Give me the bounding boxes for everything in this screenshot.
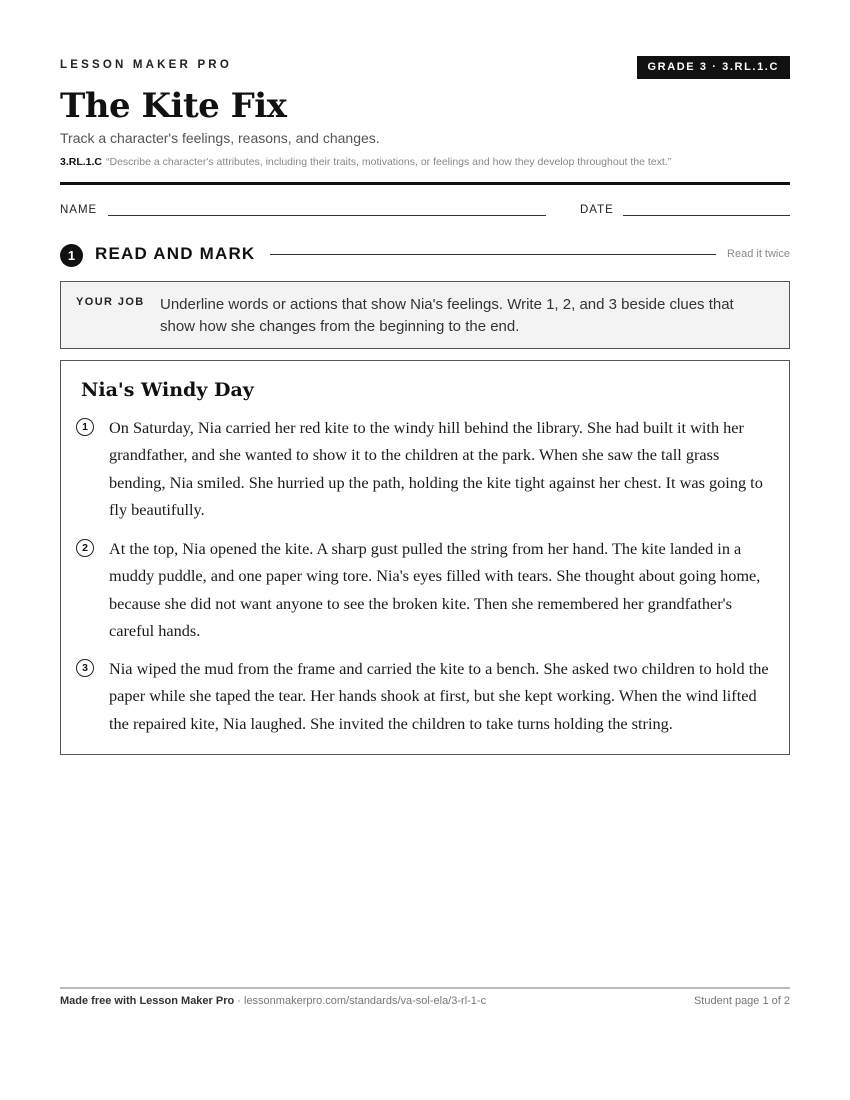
section-number-badge: 1 (60, 244, 83, 267)
footer-credit (60, 995, 486, 1007)
header-divider (60, 182, 790, 185)
section-note: Read it twice (727, 248, 790, 260)
reading-passage (60, 360, 790, 755)
footer-divider (60, 987, 790, 989)
footer-url[interactable]: · lessonmakerpro.com/standards/va-sol-ela/3-rl-1-c (234, 995, 487, 1007)
footer-brand: Made free with Lesson Maker Pro (60, 995, 235, 1007)
page-subtitle: Track a character's feelings, reasons, and changes. (60, 130, 380, 146)
section-divider (270, 254, 716, 255)
your-job-label: YOUR JOB (76, 296, 145, 308)
brand-name: LESSON MAKER PRO (60, 59, 232, 71)
name-field[interactable] (108, 215, 546, 216)
date-field[interactable] (623, 215, 790, 216)
grade-badge: GRADE 3 · 3.RL.1.C (637, 56, 791, 79)
name-label: NAME (60, 204, 98, 216)
paragraph-text: On Saturday, Nia carried her red kite to the windy hill behind the library. She had built it with her grandfather, and she wanted to show it to the children at the park. When she saw the tall grass bending, Nia smiled. She hurried up the path, holding the kite tight against her chest. It was going to fly beautifully. (109, 418, 763, 520)
standard-text: “Describe a character's attributes, including their traits, motivations, or feelings and how they develop throughout the text.” (106, 156, 672, 168)
name-date-row (60, 204, 790, 220)
passage-title: Nia's Windy Day (81, 379, 254, 401)
standard-code: 3.RL.1.C (60, 156, 103, 168)
standard-line (60, 156, 671, 168)
page-title: The Kite Fix (60, 86, 287, 126)
paragraph-number-badge: 3 (76, 659, 94, 677)
section-title: READ AND MARK (95, 244, 256, 263)
date-label: DATE (580, 204, 614, 216)
paragraph-text: Nia wiped the mud from the frame and carried the kite to a bench. She asked two children to hold the paper while she taped the tear. Her hands shook at first, but she kept working. When the wind lifted the repaired kite, Nia laughed. She invited the children to take turns holding the string. (109, 659, 769, 733)
paragraph-number-badge: 1 (76, 418, 94, 436)
worksheet-page (60, 0, 790, 1100)
your-job-instructions: Underline words or actions that show Nia's feelings. Write 1, 2, and 3 beside clues that show how she changes from the beginning to the end. (160, 296, 734, 335)
section-header (60, 242, 790, 268)
paragraph-text: At the top, Nia opened the kite. A sharp gust pulled the string from her hand. The kite landed in a muddy puddle, and one paper wing tore. Nia's eyes filled with tears. She thought about going home, because she did not want anyone to see the broken kite. Then she remembered her grandfather's careful hands. (109, 539, 761, 641)
header-row (60, 56, 790, 80)
paragraph-number-badge: 2 (76, 539, 94, 557)
your-job-box (60, 281, 790, 349)
page-indicator: Student page 1 of 2 (693, 995, 790, 1007)
